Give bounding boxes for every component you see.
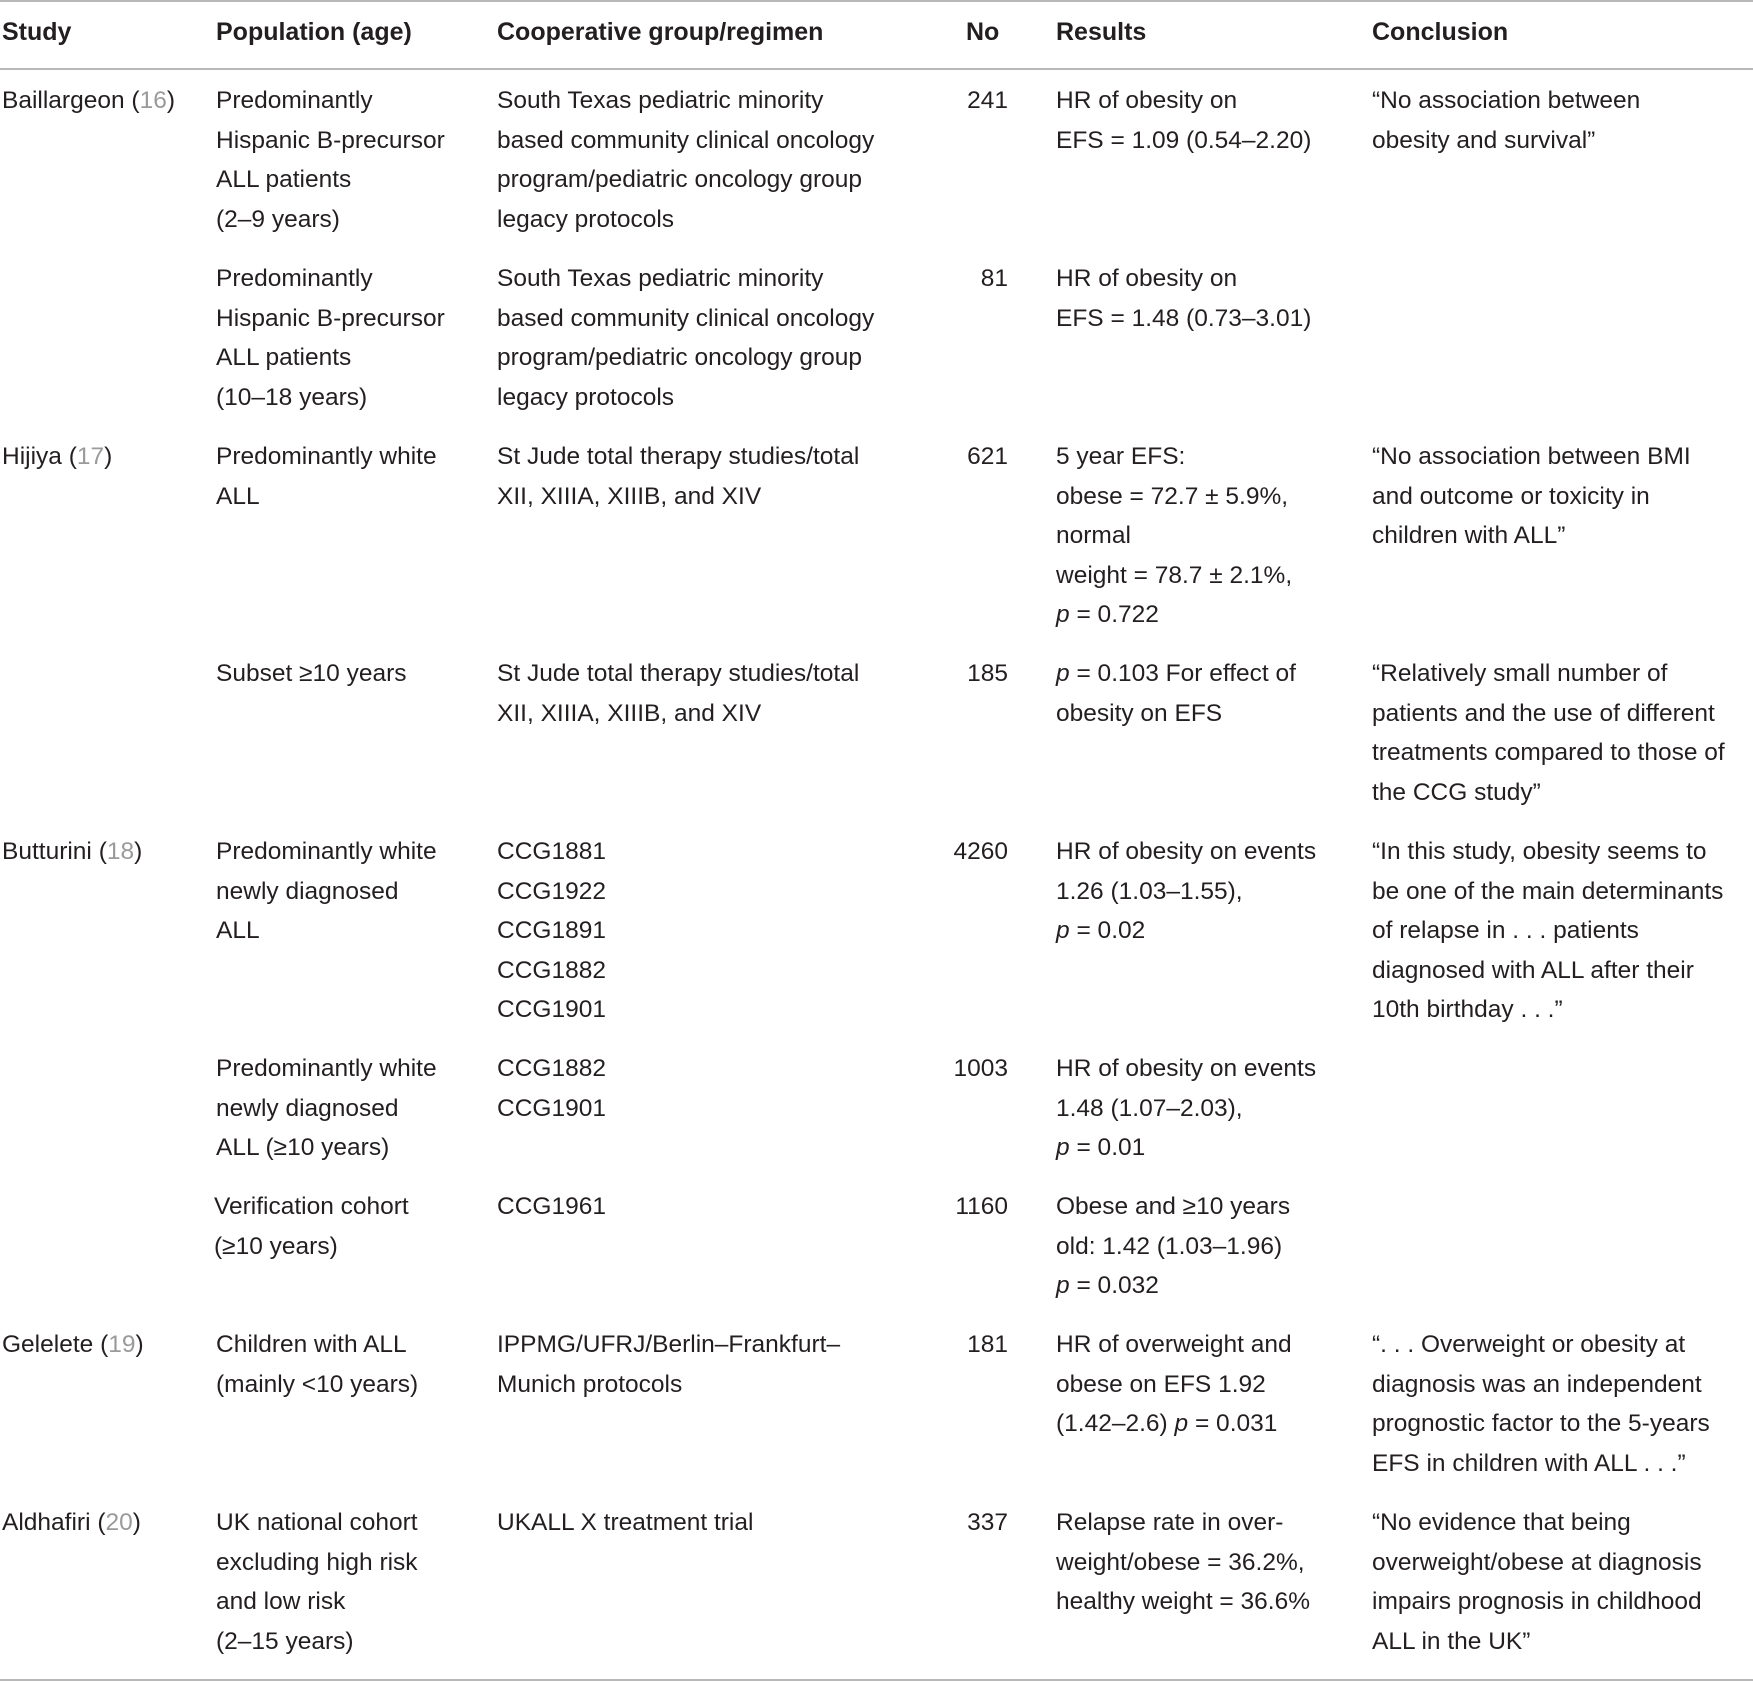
results-text: HR of overweight and obese on EFS 1.92 (1.42–2.6): [1056, 1331, 1292, 1437]
p-symbol: p: [1056, 917, 1070, 944]
no-cell: 241: [967, 87, 1008, 114]
no-cell: 621: [967, 443, 1008, 470]
results-cell: [1056, 1325, 1292, 1444]
p-symbol: p: [1174, 1410, 1189, 1437]
results-cell: [1056, 1049, 1316, 1168]
header-study: Study: [2, 18, 72, 46]
p-value: = 0.031: [1188, 1410, 1278, 1437]
p-value: = 0.722: [1069, 601, 1159, 628]
conclusion-cell: “. . . Overweight or obesity at diagnosis was an independent prognostic factor to the 5-years EFS in children with ALL . . .”: [1372, 1331, 1710, 1477]
results-cell: [1056, 437, 1292, 635]
no-cell: 1003: [953, 1055, 1008, 1082]
reference-link[interactable]: 18: [106, 838, 135, 865]
results-text: 5 year EFS: obese = 72.7 ± 5.9%, normal weight = 78.7 ± 2.1%,: [1056, 443, 1293, 589]
p-value: = 0.032: [1069, 1272, 1159, 1299]
results-cell: Relapse rate in over- weight/obese = 36.2%, healthy weight = 36.6%: [1056, 1509, 1311, 1615]
results-cell: [1056, 1187, 1290, 1306]
population-cell: Predominantly white ALL: [216, 443, 437, 510]
reference-link[interactable]: 16: [139, 87, 167, 114]
results-cell: HR of obesity on EFS = 1.09 (0.54–2.20): [1056, 87, 1312, 154]
p-value: = 0.103 For effect of obesity on EFS: [1056, 660, 1296, 727]
p-symbol: p: [1056, 660, 1070, 687]
header-rule: [0, 68, 1753, 70]
group-cell: South Texas pediatric minority based community clinical oncology program/pediatric oncology group legacy protocols: [497, 87, 875, 233]
bottom-rule: [0, 1679, 1753, 1681]
p-value: = 0.01: [1069, 1134, 1146, 1161]
results-text: HR of obesity on events 1.48 (1.07–2.03),: [1056, 1055, 1317, 1122]
results-cell: [1056, 654, 1296, 733]
group-cell: IPPMG/UFRJ/Berlin–Frankfurt– Munich protocols: [497, 1331, 841, 1398]
study-name: Aldhafiri: [2, 1509, 91, 1536]
study-cell: Baillargeon (16): [2, 87, 175, 114]
top-rule: [0, 0, 1753, 2]
conclusion-cell: “No association between obesity and survival”: [1372, 87, 1641, 154]
population-cell: Subset ≥10 years: [216, 660, 407, 687]
conclusion-cell: “In this study, obesity seems to be one of the main determinants of relapse in . . . patients diagnosed with ALL after their 10th birthday . . .”: [1372, 838, 1724, 1023]
conclusion-cell: “Relatively small number of patients and the use of different treatments compared to those of the CCG study”: [1372, 660, 1725, 806]
group-cell: CCG1882 CCG1901: [497, 1055, 606, 1122]
results-text: HR of obesity on events 1.26 (1.03–1.55),: [1056, 838, 1317, 905]
group-cell: St Jude total therapy studies/total XII, XIIIA, XIIIB, and XIV: [497, 443, 860, 510]
no-cell: 337: [967, 1509, 1008, 1536]
group-cell: CCG1961: [497, 1193, 606, 1220]
conclusion-cell: “No evidence that being overweight/obese at diagnosis impairs prognosis in childhood ALL in the UK”: [1372, 1509, 1702, 1655]
reference-link[interactable]: 17: [76, 443, 105, 470]
study-cell: Hijiya (17): [2, 443, 113, 470]
population-cell: Predominantly Hispanic B-precursor ALL patients (2–9 years): [216, 87, 445, 233]
p-symbol: p: [1056, 1134, 1070, 1161]
study-cell: Butturini (18): [2, 838, 143, 865]
p-value: = 0.02: [1069, 917, 1146, 944]
group-cell: South Texas pediatric minority based community clinical oncology program/pediatric oncology group legacy protocols: [497, 265, 875, 411]
study-cell: Gelelete (19): [2, 1331, 144, 1358]
group-cell: UKALL X treatment trial: [497, 1509, 754, 1536]
reference-link[interactable]: 19: [108, 1331, 136, 1358]
header-conclusion: Conclusion: [1372, 18, 1509, 46]
conclusion-cell: “No association between BMI and outcome or toxicity in children with ALL”: [1372, 443, 1691, 549]
header-results: Results: [1056, 18, 1147, 46]
population-cell: Verification cohort (≥10 years): [214, 1193, 409, 1260]
population-cell: Children with ALL (mainly <10 years): [216, 1331, 419, 1398]
study-cell: Aldhafiri (20): [2, 1509, 141, 1536]
reference-link[interactable]: 20: [105, 1509, 133, 1536]
group-cell: St Jude total therapy studies/total XII, XIIIA, XIIIB, and XIV: [497, 660, 860, 727]
results-cell: HR of obesity on EFS = 1.48 (0.73–3.01): [1056, 265, 1312, 332]
study-name: Gelelete: [2, 1331, 94, 1358]
no-cell: 4260: [953, 838, 1008, 865]
results-cell: [1056, 832, 1316, 951]
p-symbol: p: [1056, 601, 1070, 628]
no-cell: 181: [967, 1331, 1008, 1358]
no-cell: 1160: [955, 1193, 1008, 1220]
population-cell: Predominantly Hispanic B-precursor ALL patients (10–18 years): [216, 265, 445, 411]
p-symbol: p: [1056, 1272, 1070, 1299]
study-name: Hijiya: [2, 443, 62, 470]
group-cell: CCG1881 CCG1922 CCG1891 CCG1882 CCG1901: [497, 838, 606, 1023]
population-cell: UK national cohort excluding high risk and low risk (2–15 years): [216, 1509, 418, 1655]
header-group: Cooperative group/regimen: [497, 18, 824, 46]
no-cell: 185: [967, 660, 1008, 687]
population-cell: Predominantly white newly diagnosed ALL (≥10 years): [216, 1055, 437, 1161]
study-name: Baillargeon: [2, 87, 125, 114]
study-name: Butturini: [2, 838, 92, 865]
no-cell: 81: [980, 265, 1008, 292]
population-cell: Predominantly white newly diagnosed ALL: [216, 838, 437, 944]
results-text: Obese and ≥10 years old: 1.42 (1.03–1.96): [1056, 1193, 1291, 1260]
header-population: Population (age): [216, 18, 412, 46]
header-no: No: [966, 18, 1000, 46]
